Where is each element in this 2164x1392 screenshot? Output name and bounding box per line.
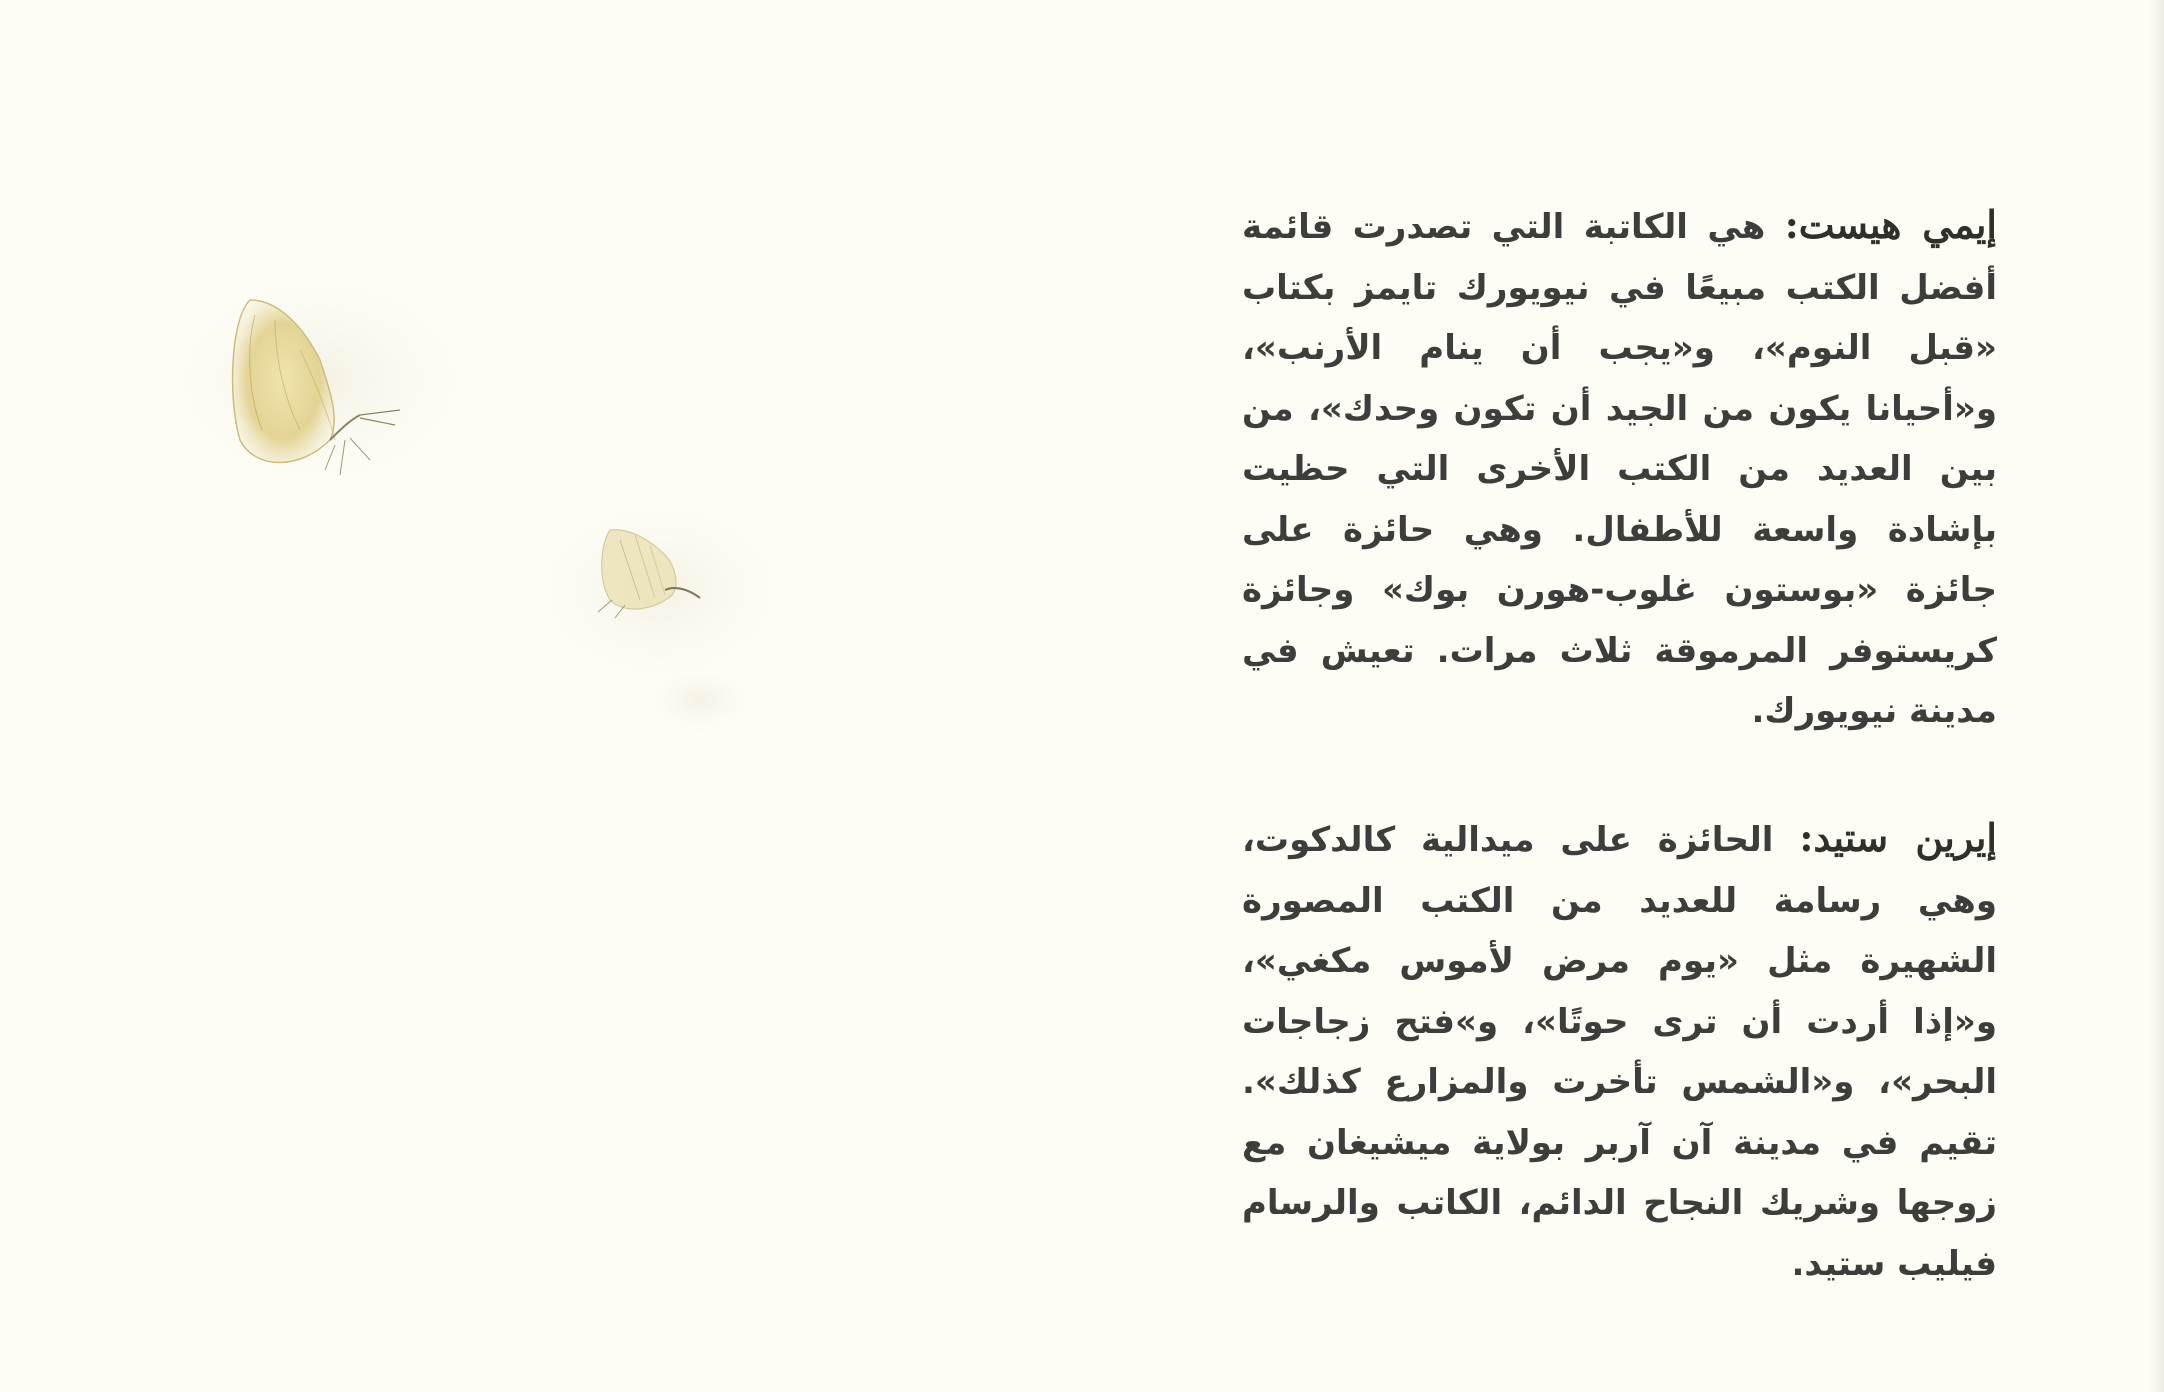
name-separator: :: [1784, 202, 1799, 247]
illustrator-bio-text: الحائزة على ميدالية كالدكوت، وهي رسامة للعديد من الكتب المصورة الشهيرة مثل «يوم مرض لأموس مكغي»، و«إذا أردت أن ترى حوتًا»، و»فتح زجاجات البحر»، و«الشمس تأخرت والمزارع كذلك». تقيم في مدينة آن آربر بولاية ميشيغان مع زوجها وشريك النجاح الدائم، الكاتب والرسام فيليب ستيد.: [1242, 820, 1997, 1284]
author-bio-text: هي الكاتبة التي تصدرت قائمة أفضل الكتب مبيعًا في نيويورك تايمز بكتاب «قبل النوم»، و«يجب أن ينام الأرنب»، و«أحيانا يكون من الجيد أن تكون وحدك»، من بين العديد من الكتب الأخرى التي حظيت بإشادة واسعة للأطفال. وهي حائزة على جائزة «بوستون غلوب-هورن بوك» وجائزة كريستوفر المرموقة ثلاث مرات. تعيش في مدينة نيويورك.: [1242, 207, 1997, 731]
page-edge: [2150, 0, 2164, 1392]
name-separator: :: [1799, 815, 1814, 860]
illustrator-name: إيرين ستيد: [1813, 815, 1997, 860]
author-bio: [1242, 195, 1997, 742]
author-name: إيمي هيست: [1798, 202, 1997, 247]
illustrator-bio: [1242, 808, 1997, 1294]
